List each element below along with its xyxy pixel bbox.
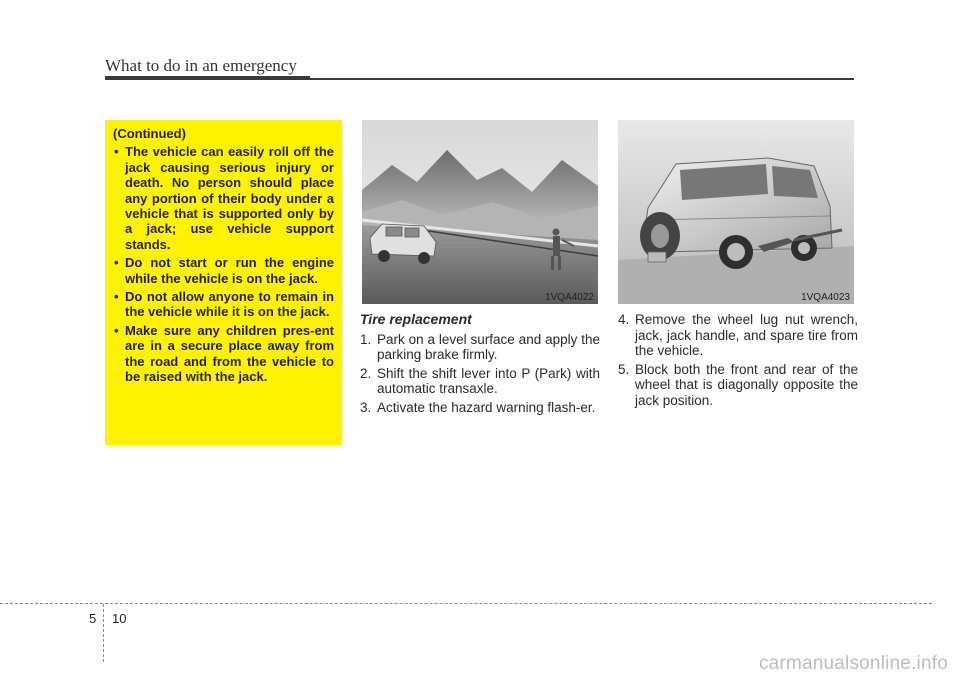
- step-number: 5.: [618, 361, 630, 377]
- warning-list: [113, 144, 334, 384]
- procedure-step: [360, 366, 600, 397]
- warning-continued: (Continued): [113, 126, 186, 141]
- procedure-column-right: [618, 312, 858, 412]
- step-number: 1.: [360, 331, 372, 347]
- step-text: Block both the front and rear of the wheel that is diagonally opposite the jack position.: [635, 361, 858, 408]
- step-text: Remove the wheel lug nut wrench, jack, jack handle, and spare tire from the vehicle.: [635, 312, 858, 359]
- chapter-number: 5: [89, 611, 97, 626]
- warning-box: [105, 120, 342, 445]
- warning-bullet: • The vehicle can easily roll off the jack causing serious injury or death. No person should place any portion of their body under a vehicle that is supported only by a jack; use vehicle support stands.: [113, 144, 334, 252]
- watermark: carmanualsonline.info: [758, 653, 948, 674]
- step-number: 4.: [618, 312, 630, 327]
- step-text: Park on a level surface and apply the parking brake firmly.: [377, 331, 600, 363]
- warning-bullet: • Do not start or run the engine while the vehicle is on the jack.: [113, 255, 334, 286]
- step-number: 2.: [360, 365, 372, 381]
- warning-bullet: • Do not allow anyone to remain in the vehicle while it is on the jack.: [113, 289, 334, 320]
- procedure-step: [360, 400, 600, 416]
- step-number: 3.: [360, 399, 372, 415]
- procedure-step: [618, 312, 858, 359]
- procedure-column-left: [360, 312, 600, 419]
- title-rule-thick: [105, 76, 310, 80]
- procedure-step: [618, 362, 858, 409]
- procedure-step: [360, 332, 600, 363]
- warning-bullet: • Make sure any children pres-ent are in a secure place away from the road and from the vehicle to be raised with the jack.: [113, 323, 334, 385]
- step-text: Shift the shift lever into P (Park) with automatic transaxle.: [377, 365, 600, 397]
- section-title: What to do in an emergency: [105, 56, 297, 75]
- procedure-steps: [360, 332, 600, 416]
- roadside-illustration: [362, 120, 598, 304]
- procedure-steps: [618, 312, 858, 409]
- step-text: Activate the hazard warning flash-er.: [377, 399, 596, 415]
- footer-rule: [0, 603, 932, 604]
- figure-roadside: [362, 120, 598, 304]
- title-rule-thin: [310, 78, 854, 80]
- suv-illustration: [618, 120, 854, 304]
- page-number: 10: [112, 611, 127, 626]
- figure-code: 1VQA4023: [801, 292, 850, 303]
- figure-suv-jack: [618, 120, 854, 304]
- footer-divider: [103, 604, 104, 662]
- procedure-title: Tire replacement: [360, 311, 472, 327]
- figure-code: 1VQA4022: [545, 292, 594, 303]
